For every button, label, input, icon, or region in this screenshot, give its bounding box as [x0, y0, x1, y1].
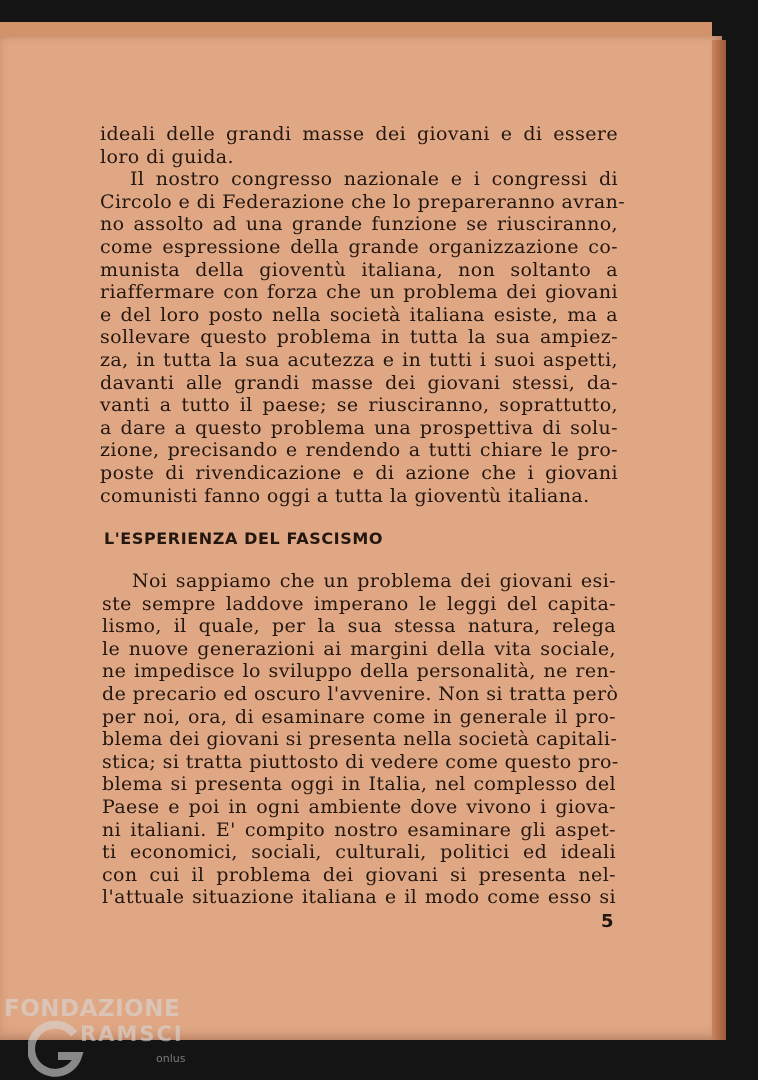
text-line: ne impedisce lo sviluppo della personalità, ne ren-: [102, 660, 616, 683]
text-line: vanti a tutto il paese; se riusciranno, soprattutto,: [100, 394, 618, 417]
text-line: stica; si tratta piuttosto di vedere come questo pro-: [102, 750, 619, 773]
text-line: davanti alle grandi masse dei giovani stessi, da-: [100, 371, 618, 394]
text-line: per noi, ora, di esaminare come in generale il pro-: [102, 705, 616, 728]
watermark-title: FONDAZIONE: [4, 996, 181, 1022]
paragraph-block-2: [102, 570, 619, 909]
text-line: za, in tutta la sua acutezza e in tutti i suoi aspetti,: [100, 348, 618, 371]
text-line: ideali delle grandi masse dei giovani e di essere: [100, 123, 618, 145]
text-line: e del loro posto nella società italiana esiste, ma a: [100, 303, 618, 326]
text-line: con cui il problema dei giovani si presenta nel-: [102, 863, 616, 886]
text-line: munista della gioventù italiana, non soltanto a: [100, 258, 618, 281]
section-heading: L'ESPERIENZA DEL FASCISMO: [104, 529, 384, 548]
page-number: 5: [601, 911, 614, 932]
page-edge: [712, 40, 726, 1040]
text-line: Paese e poi in ogni ambiente dove vivono i giova-: [102, 795, 616, 818]
text-line: l'attuale situazione italiana e il modo come esso si: [102, 886, 616, 909]
text-line: ti economici, sociali, culturali, politici ed ideali: [102, 841, 616, 864]
paragraph-block-1: [100, 123, 626, 507]
text-line: Il nostro congresso nazionale e i congressi di: [130, 168, 618, 191]
text-line: no assolto ad una grande funzione se riusciranno,: [100, 213, 618, 236]
watermark-logo: [4, 996, 204, 1080]
text-line: Circolo e di Federazione che lo prepareranno avran-: [100, 190, 626, 213]
text-line: blema dei giovani si presenta nella società capitali-: [102, 728, 618, 751]
text-line: de precario ed oscuro l'avvenire. Non si tratta però: [102, 682, 619, 705]
watermark-suffix: onlus: [156, 1052, 186, 1065]
text-line: ste sempre laddove imperano le leggi del capita-: [102, 592, 616, 615]
text-line: poste di rivendicazione e di azione che i giovani: [100, 461, 618, 484]
watermark-subtitle: RAMSCI: [80, 1022, 184, 1046]
text-line: sollevare questo problema in tutta la sua ampiez-: [100, 326, 618, 349]
text-line: come espressione della grande organizzazione co-: [100, 235, 618, 258]
text-line: ni italiani. E' compito nostro esaminare gli aspet-: [102, 818, 616, 841]
text-line: zione, precisando e rendendo a tutti chiare le pro-: [100, 439, 618, 462]
text-line: riaffermare con forza che un problema dei giovani: [100, 281, 618, 304]
text-line: Noi sappiamo che un problema dei giovani esi-: [132, 570, 616, 592]
text-line: comunisti fanno oggi a tutta la gioventù italiana.: [100, 484, 590, 507]
text-line: le nuove generazioni ai margini della vita sociale,: [102, 637, 616, 660]
g-logo-icon: [28, 1018, 84, 1080]
text-line: blema si presenta oggi in Italia, nel complesso del: [102, 773, 616, 796]
text-line: loro di guida.: [100, 145, 234, 168]
text-line: a dare a questo problema una prospettiva di solu-: [100, 416, 618, 439]
text-line: lismo, il quale, per la sua stessa natura, relega: [102, 615, 616, 638]
